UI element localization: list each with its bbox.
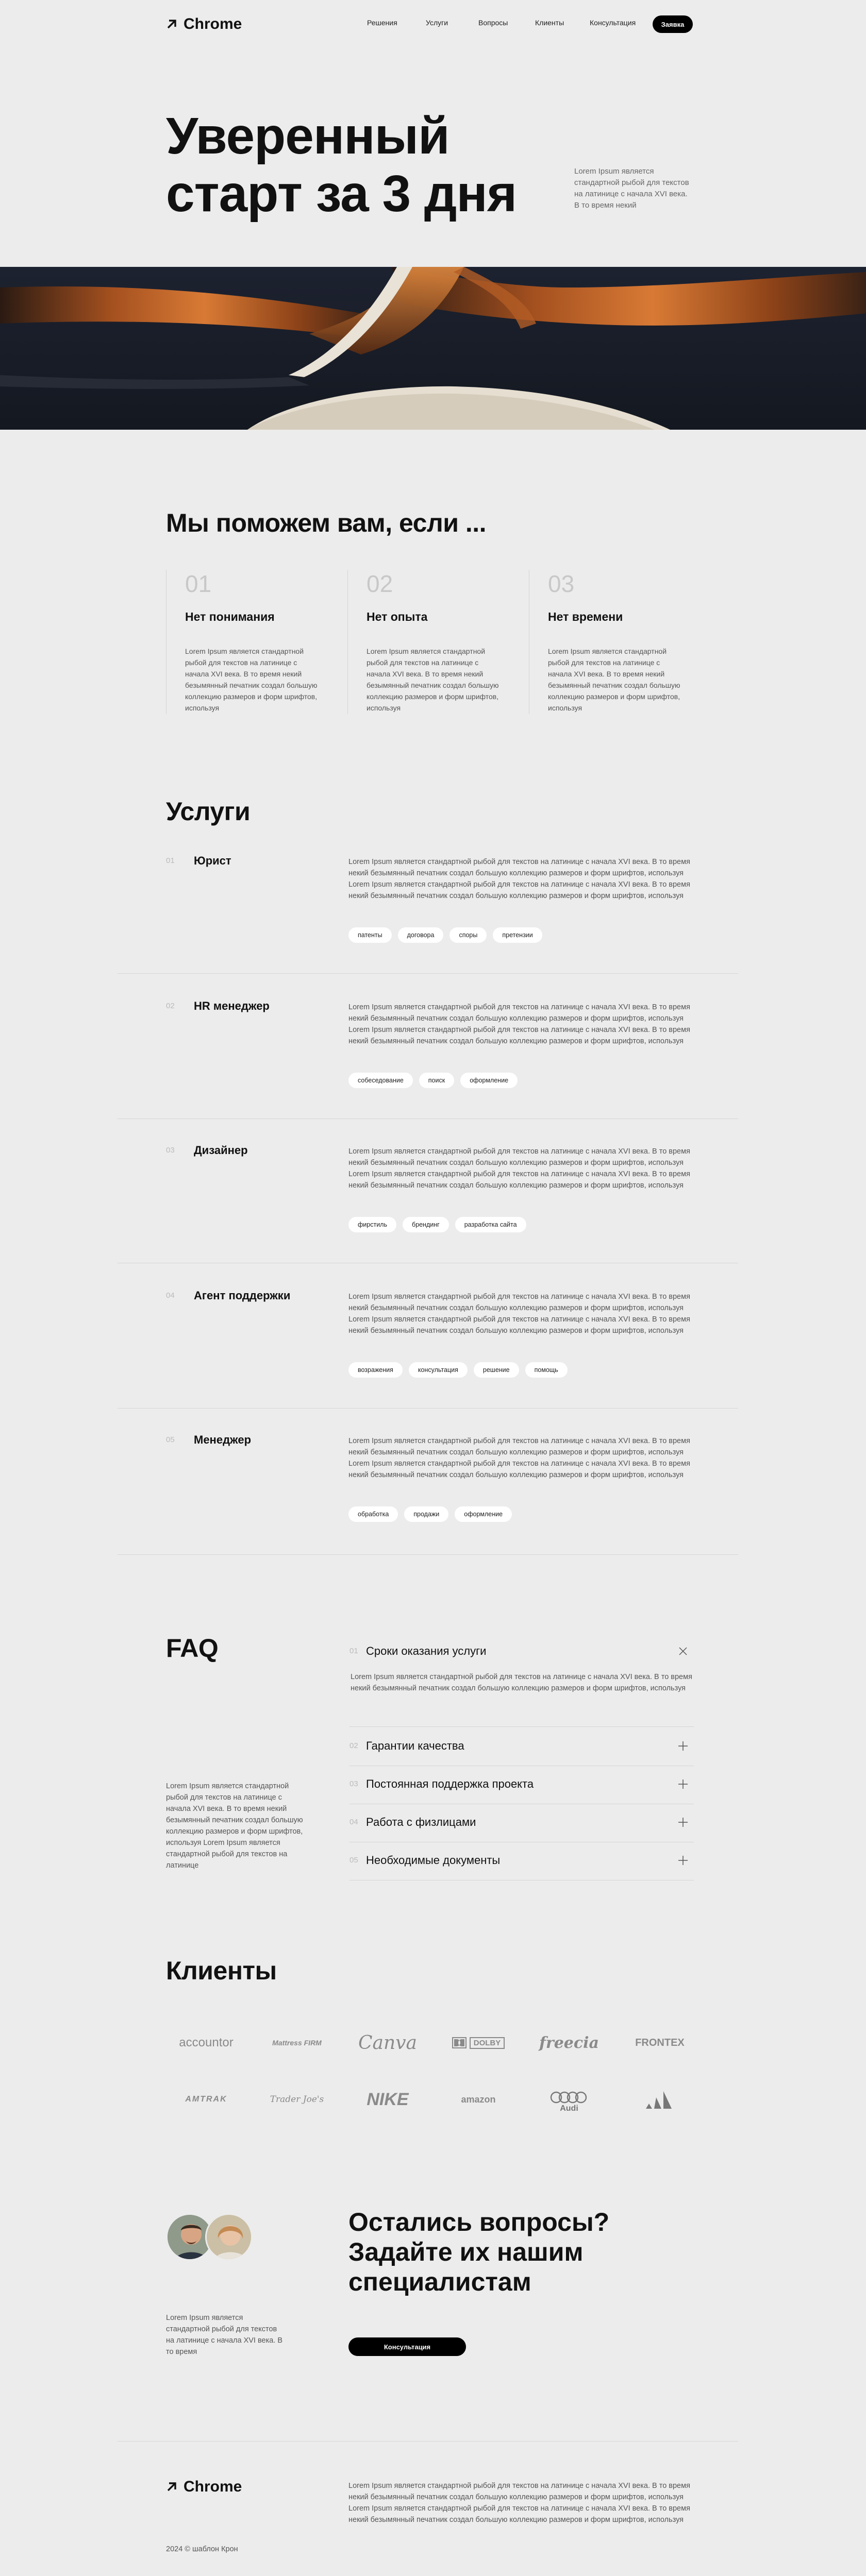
- tag[interactable]: патенты: [348, 927, 392, 943]
- nav-solutions[interactable]: Решения: [367, 19, 397, 27]
- tag[interactable]: продажи: [404, 1506, 448, 1522]
- contact-title: [348, 2207, 709, 2297]
- specialist-avatar: [205, 2213, 253, 2261]
- tag[interactable]: разработка сайта: [455, 1217, 526, 1232]
- service-number: 01: [166, 856, 175, 865]
- help-item-text: Lorem Ipsum является стандартной рыбой для текстов на латинице с начала XVI века. В то время некий безымянный печатник создал большую коллекцию размеров и форм шрифтов, используя: [548, 647, 680, 712]
- faq-question[interactable]: Гарантии качества: [366, 1739, 464, 1752]
- service-row[interactable]: [118, 999, 738, 1119]
- architecture-image: [0, 267, 866, 430]
- faq-item[interactable]: [349, 1814, 694, 1842]
- clients-title: Клиенты: [166, 1956, 277, 1985]
- arrow-up-right-icon: [166, 2481, 177, 2493]
- audi-rings-icon: [549, 2091, 589, 2104]
- faq-number: 03: [349, 1780, 358, 1788]
- site-header: [0, 0, 866, 49]
- client-logo-accountor: accountor: [179, 2036, 234, 2049]
- faq-question[interactable]: Сроки оказания услуги: [366, 1645, 487, 1657]
- tag[interactable]: оформление: [460, 1073, 518, 1088]
- contact-title-line: Задайте их нашим: [348, 2238, 584, 2266]
- tag[interactable]: помощь: [525, 1362, 568, 1378]
- service-row[interactable]: [118, 1435, 738, 1555]
- faq-question[interactable]: Необходимые документы: [366, 1854, 501, 1867]
- service-description: Lorem Ipsum является стандартной рыбой для текстов на латинице с начала XVI века. В то время некий безымянный печатник создал большую коллекцию размеров и форм шрифтов, используя Lorem Ipsum является стандартной рыбой для текстов на латинице с начала XVI века. В то время некий безымянный печатник создал большую коллекцию размеров и форм шрифтов, используя: [348, 858, 690, 900]
- contact-description: Lorem Ipsum является стандартной рыбой для текстов на латинице с начала XVI века. В то время: [166, 2314, 283, 2356]
- help-item-title: Нет времени: [548, 610, 623, 623]
- help-item: [529, 570, 710, 714]
- faq-item[interactable]: [349, 1852, 694, 1880]
- hero-description: Lorem Ipsum является стандартной рыбой для текстов на латинице с начала XVI века. В то время некий: [574, 167, 689, 210]
- client-logo-nike: NIKE: [367, 2089, 409, 2109]
- help-item-number: 01: [185, 570, 212, 597]
- client-logo-adidas: [624, 2087, 696, 2112]
- client-logo-freecia: freecia: [539, 2033, 599, 2052]
- faq-number: 04: [349, 1818, 358, 1826]
- faq-item-open[interactable]: [349, 1647, 694, 1727]
- audi-text: Audi: [560, 2104, 578, 2113]
- adidas-stripes-icon: [645, 2089, 675, 2110]
- service-tags: [348, 1217, 526, 1232]
- request-button[interactable]: Заявка: [653, 15, 693, 33]
- copyright: 2024 © шаблон Крон: [166, 2545, 238, 2553]
- tag[interactable]: брендинг: [403, 1217, 449, 1232]
- tag[interactable]: возражения: [348, 1362, 403, 1378]
- help-item-title: Нет опыта: [367, 610, 428, 623]
- plus-icon[interactable]: [677, 1778, 689, 1790]
- client-logo-trader-joes: Trader Joe's: [270, 2094, 324, 2105]
- services-title: Услуги: [166, 797, 251, 826]
- logo-text: Chrome: [184, 15, 242, 32]
- help-item-number: 03: [548, 570, 575, 597]
- tag[interactable]: фирстиль: [348, 1217, 396, 1232]
- plus-icon[interactable]: [677, 1855, 689, 1866]
- service-tags: [348, 927, 542, 943]
- service-tags: [348, 1506, 512, 1522]
- faq-item[interactable]: [349, 1775, 694, 1804]
- contact-title-line: Остались вопросы?: [348, 2208, 610, 2236]
- service-name: Менеджер: [194, 1433, 252, 1446]
- service-name: HR менеджер: [194, 999, 270, 1012]
- help-item-text: Lorem Ipsum является стандартной рыбой для текстов на латинице с начала XVI века. В то время некий безымянный печатник создал большую коллекцию размеров и форм шрифтов, используя: [185, 647, 318, 712]
- service-description: Lorem Ipsum является стандартной рыбой для текстов на латинице с начала XVI века. В то время некий безымянный печатник создал большую коллекцию размеров и форм шрифтов, используя Lorem Ipsum является стандартной рыбой для текстов на латинице с начала XVI века. В то время некий безымянный печатник создал большую коллекцию размеров и форм шрифтов, используя: [348, 1147, 690, 1190]
- service-row[interactable]: [118, 1291, 738, 1409]
- client-logo-audi: [533, 2087, 605, 2117]
- logo[interactable]: [166, 15, 242, 33]
- hero-image: [0, 267, 866, 430]
- help-section-title: Мы поможем вам, если ...: [166, 509, 487, 537]
- help-item-number: 02: [367, 570, 393, 597]
- service-number: 02: [166, 1002, 175, 1010]
- main-nav: [367, 19, 652, 27]
- service-tags: [348, 1073, 518, 1088]
- tag[interactable]: оформление: [455, 1506, 512, 1522]
- footer-description: Lorem Ipsum является стандартной рыбой для текстов на латинице с начала XVI века. В то время некий безымянный печатник создал большую коллекцию размеров и форм шрифтов, используя Lorem Ipsum является стандартной рыбой для текстов на латинице с начала XVI века. В то время некий безымянный печатник создал большую коллекцию размеров и форм шрифтов, используя: [348, 2482, 690, 2524]
- consultation-button[interactable]: Консультация: [348, 2337, 466, 2356]
- close-icon[interactable]: [677, 1646, 689, 1657]
- footer-logo-text: Chrome: [184, 2478, 242, 2495]
- service-name: Дизайнер: [194, 1144, 248, 1157]
- client-logo-mattress-firm: Mattress FIRM: [272, 2039, 322, 2047]
- help-item: [166, 570, 347, 714]
- help-item-text: Lorem Ipsum является стандартной рыбой для текстов на латинице с начала XVI века. В то время некий безымянный печатник создал большую коллекцию размеров и форм шрифтов, используя: [367, 647, 499, 712]
- service-number: 04: [166, 1291, 175, 1300]
- service-description: Lorem Ipsum является стандартной рыбой для текстов на латинице с начала XVI века. В то время некий безымянный печатник создал большую коллекцию размеров и форм шрифтов, используя Lorem Ipsum является стандартной рыбой для текстов на латинице с начала XVI века. В то время некий безымянный печатник создал большую коллекцию размеров и форм шрифтов, используя: [348, 1437, 690, 1479]
- tag[interactable]: поиск: [419, 1073, 454, 1088]
- tag[interactable]: собеседование: [348, 1073, 413, 1088]
- hero-title-line: Уверенный: [166, 107, 449, 165]
- service-row[interactable]: [118, 856, 738, 974]
- tag[interactable]: решение: [474, 1362, 519, 1378]
- contact-title-line: специалистам: [348, 2267, 531, 2296]
- tag[interactable]: споры: [449, 927, 487, 943]
- faq-number: 05: [349, 1856, 358, 1865]
- faq-description: Lorem Ipsum является стандартной рыбой для текстов на латинице с начала XVI века. В то время некий безымянный печатник создал большую коллекцию размеров и форм шрифтов, используя Lorem Ipsum является стандартной рыбой для текстов на латинице: [166, 1782, 303, 1870]
- client-logo-canva: Canva: [358, 2032, 417, 2054]
- dolby-text: DOLBY: [470, 2037, 505, 2049]
- plus-icon[interactable]: [677, 1740, 689, 1752]
- nav-clients[interactable]: Клиенты: [535, 19, 564, 27]
- tag[interactable]: консультация: [409, 1362, 468, 1378]
- service-tags: [348, 1362, 568, 1378]
- client-logo-frontex: FRONTEX: [635, 2037, 685, 2048]
- service-number: 05: [166, 1435, 175, 1444]
- nav-services[interactable]: Услуги: [426, 19, 448, 27]
- dolby-mark-icon: [452, 2037, 467, 2048]
- help-item-title: Нет понимания: [185, 610, 275, 623]
- faq-number: 02: [349, 1741, 358, 1750]
- person-photo-icon: [207, 2215, 253, 2261]
- tag[interactable]: договора: [398, 927, 444, 943]
- tag[interactable]: претензии: [493, 927, 542, 943]
- faq-question[interactable]: Работа с физлицами: [366, 1816, 476, 1828]
- service-number: 03: [166, 1146, 175, 1155]
- client-logo-amazon: amazon: [461, 2094, 496, 2105]
- faq-title: FAQ: [166, 1634, 219, 1663]
- arrow-up-right-icon: [166, 19, 177, 30]
- service-name: Агент поддержки: [194, 1289, 291, 1302]
- hero-title-line: старт за 3 дня: [166, 165, 517, 223]
- service-name: Юрист: [194, 854, 231, 867]
- hero-title: [166, 107, 578, 223]
- nav-consultation[interactable]: Консультация: [590, 19, 636, 27]
- service-row[interactable]: [118, 1146, 738, 1263]
- faq-item[interactable]: [349, 1737, 694, 1766]
- faq-question[interactable]: Постоянная поддержка проекта: [366, 1777, 534, 1790]
- client-logo-amtrak: AMTRAK: [185, 2095, 227, 2104]
- plus-icon[interactable]: [677, 1817, 689, 1828]
- help-item: [347, 570, 529, 714]
- service-description: Lorem Ipsum является стандартной рыбой для текстов на латинице с начала XVI века. В то время некий безымянный печатник создал большую коллекцию размеров и форм шрифтов, используя Lorem Ipsum является стандартной рыбой для текстов на латинице с начала XVI века. В то время некий безымянный печатник создал большую коллекцию размеров и форм шрифтов, используя: [348, 1293, 690, 1335]
- tag[interactable]: обработка: [348, 1506, 398, 1522]
- footer-divider: [118, 2441, 738, 2442]
- faq-number: 01: [349, 1647, 358, 1655]
- faq-answer: Lorem Ipsum является стандартной рыбой для текстов на латинице с начала XVI века. В то время некий безымянный печатник создал большую коллекцию размеров и форм шрифтов, используя: [351, 1673, 692, 1692]
- nav-questions[interactable]: Вопросы: [478, 19, 508, 27]
- service-description: Lorem Ipsum является стандартной рыбой для текстов на латинице с начала XVI века. В то время некий безымянный печатник создал большую коллекцию размеров и форм шрифтов, используя Lorem Ipsum является стандартной рыбой для текстов на латинице с начала XVI века. В то время некий безымянный печатник создал большую коллекцию размеров и форм шрифтов, используя: [348, 1003, 690, 1045]
- client-logo-dolby: [442, 2030, 514, 2056]
- footer-logo[interactable]: [166, 2478, 242, 2496]
